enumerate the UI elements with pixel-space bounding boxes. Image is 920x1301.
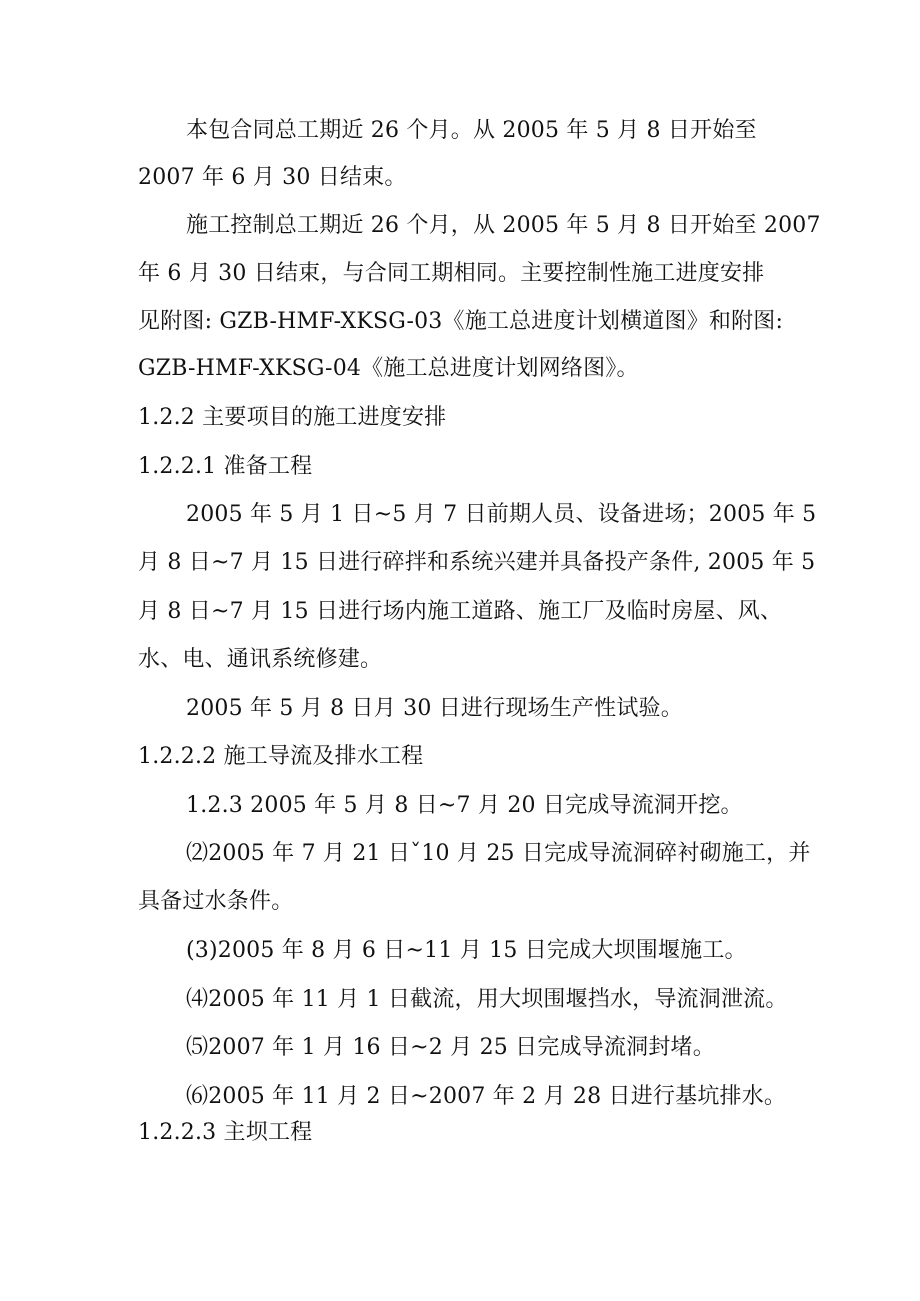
paragraph-line: 见附图: GZB-HMF-XKSG-03《施工总进度计划横道图》和附图: [138, 309, 784, 334]
section-heading: 1.2.2.2 施工导流及排水工程 [138, 744, 424, 769]
list-item-line: (3)2005 年 8 月 6 日~11 月 15 日完成大坝围堰施工。 [186, 938, 747, 963]
list-item-line: ⑵2005 年 7 月 21 日ˇ10 月 25 日完成导流洞碎衬砌施工，并 [186, 841, 811, 866]
section-heading: 1.2.2.1 准备工程 [138, 454, 313, 479]
list-item-line: ⑹2005 年 11 月 2 日~2007 年 2 月 28 日进行基坑排水。 [186, 1084, 787, 1109]
paragraph-line: GZB-HMF-XKSG-04《施工总进度计划网络图》。 [138, 356, 639, 381]
paragraph-line: 2005 年 5 月 8 日月 30 日进行现场生产性试验。 [186, 696, 683, 721]
section-heading: 1.2.2 主要项目的施工进度安排 [138, 405, 447, 430]
list-item-line: 具备过水条件。 [138, 889, 294, 914]
paragraph-line: 施工控制总工期近 26 个月，从 2005 年 5 月 8 日开始至 2007 [186, 213, 821, 238]
paragraph-line: 月 8 日~7 月 15 日进行场内施工道路、施工厂及临时房屋、风、 [138, 599, 783, 624]
paragraph-line: 月 8 日~7 月 15 日进行碎拌和系统兴建并具备投产条件, 2005 年 5 [138, 550, 816, 575]
section-heading: 1.2.2.3 主坝工程 [138, 1120, 313, 1145]
list-item-line: ⑷2005 年 11 月 1 日截流，用大坝围堰挡水，导流洞泄流。 [186, 987, 788, 1012]
paragraph-line: 水、电、通讯系统修建。 [138, 647, 383, 672]
paragraph-line: 2005 年 5 月 1 日~5 月 7 日前期人员、设备进场；2005 年 5 [186, 502, 817, 527]
list-item-line: ⑸2007 年 1 月 16 日~2 月 25 日完成导流洞封堵。 [186, 1035, 715, 1060]
paragraph-line: 1.2.3 2005 年 5 月 8 日~7 月 20 日完成导流洞开挖。 [186, 793, 743, 818]
paragraph-line: 本包合同总工期近 26 个月。从 2005 年 5 月 8 日开始至 [186, 118, 757, 143]
paragraph-line: 2007 年 6 月 30 日结束。 [138, 165, 407, 190]
paragraph-line: 年 6 月 30 日结束，与合同工期相同。主要控制性施工进度安排 [138, 261, 765, 286]
